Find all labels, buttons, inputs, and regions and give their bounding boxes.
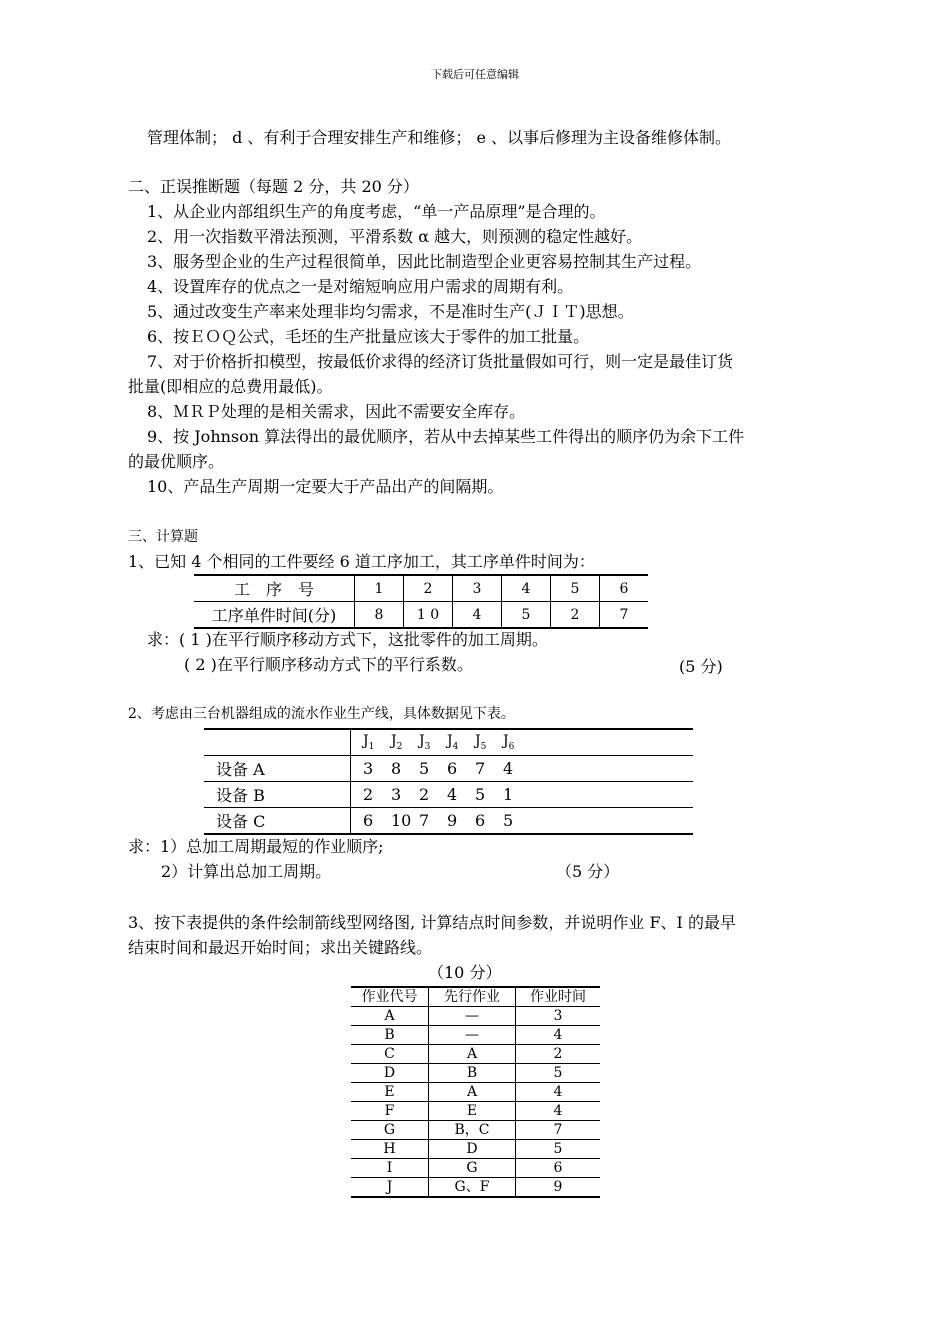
q3-cell: E [429,1102,516,1121]
q3-cell: 4 [516,1102,601,1121]
q2-row-values: 2 3 2 4 5 1 [351,782,694,808]
q3-cell: 9 [516,1178,601,1198]
q2-job-header: $J_3$ [419,733,431,752]
judge-item-4: 4、设置库存的优点之一是对缩短响应用户需求的周期有利。 [147,277,574,296]
judge-item-7-cont: 批量(即相应的总费用最低)。 [128,377,333,396]
judge-item-1: 1、从企业内部组织生产的角度考虑，“单一产品原理”是合理的。 [147,202,606,221]
table-row [351,1007,600,1026]
q3-header-code: 作业代号 [351,987,429,1007]
table-row [351,1159,600,1178]
q1-cell: 7 [600,602,649,629]
q2-ask-2: 2）计算出总加工周期。 [161,862,332,881]
q2-row-machine-a [204,756,693,782]
q3-cell: A [429,1045,516,1064]
judge-item-10: 10、产品生产周期一定要大于产品出产的间隔期。 [147,477,504,496]
table-row [351,1026,600,1045]
judge-item-9-cont: 的最优顺序。 [128,452,225,471]
q3-cell: 4 [516,1083,601,1102]
q2-job-header: $J_6$ [503,733,515,752]
judge-item-3: 3、服务型企业的生产过程很简单，因此比制造型企业更容易控制其生产过程。 [147,252,702,271]
q3-cell: H [351,1140,429,1159]
q1-cell: 8 [355,602,404,629]
q3-intro-2: 结束时间和最迟开始时间；求出关键路线。 [128,938,433,957]
q3-cell: A [351,1007,429,1026]
q2-row-values: 6 10 7 9 6 5 [351,808,694,835]
q1-row1-label: 工 序 号 [194,575,355,602]
q3-activity-table [351,986,600,1198]
q2-row-label: 设备 A [204,756,351,782]
q3-header-predecessor: 先行作业 [429,987,516,1007]
section2-title: 二、正误推断题（每题 2 分，共 20 分） [128,177,419,196]
q1-cell: 4 [502,575,551,602]
q2-job-header: $J_4$ [447,733,459,752]
q3-cell: B，C [429,1121,516,1140]
q3-cell: 6 [516,1159,601,1178]
q1-process-table [194,574,648,629]
q3-header-row [351,987,600,1007]
q2-intro: 2、考虑由三台机器组成的流水作业生产线，具体数据见下表。 [128,706,515,722]
q1-row-process-number [194,575,648,602]
q3-cell: 4 [516,1026,601,1045]
q3-cell: I [351,1159,429,1178]
table-row [351,1121,600,1140]
q2-job-header: $J_5$ [475,733,487,752]
q1-cell: 4 [453,602,502,629]
q1-cell: 2 [551,602,600,629]
q3-cell: J [351,1178,429,1198]
q1-row-unit-time [194,602,648,629]
table-row [351,1140,600,1159]
q3-cell: B [429,1064,516,1083]
judge-item-5: 5、通过改变生产率来处理非均匀需求，不是准时生产(ＪＩＴ)思想。 [147,302,634,321]
q1-ask-1: 求：( 1 )在平行顺序移动方式下，这批零件的加工周期。 [147,630,548,649]
q3-cell: — [429,1026,516,1045]
continued-line: 管理体制； d 、有利于合理安排生产和维修； e 、以事后修理为主设备维修体制。 [147,128,732,147]
q1-cell: 5 [502,602,551,629]
q2-ask-1: 求：1）总加工周期最短的作业顺序; [128,837,384,856]
q2-header-blank [204,729,351,756]
q2-row-machine-c [204,808,693,835]
q3-cell: G [351,1121,429,1140]
q1-cell: 2 [404,575,453,602]
table-row [351,1102,600,1121]
q3-cell: G、F [429,1178,516,1198]
judge-item-2: 2、用一次指数平滑法预测，平滑系数 α 越大，则预测的稳定性越好。 [147,227,643,246]
page-header: 下载后可任意编辑 [431,68,519,81]
q2-job-header: $J_1$ [363,733,375,752]
q1-intro: 1、已知 4 个相同的工件要经 6 道工序加工，其工序单件时间为： [128,552,595,571]
q1-cell: 1 [355,575,404,602]
q3-cell: 7 [516,1121,601,1140]
q3-cell: B [351,1026,429,1045]
judge-item-8: 8、ＭＲＰ处理的是相关需求，因此不需要安全库存。 [147,402,526,421]
q3-cell: 5 [516,1140,601,1159]
q2-row-label: 设备 C [204,808,351,835]
q2-score: （5 分） [556,862,620,881]
judge-item-7: 7、对于价格折扣模型，按最低价求得的经济订货批量假如可行，则一定是最佳订货 [147,352,734,371]
q2-job-header: $J_2$ [391,733,403,752]
q2-row-values: 3 8 5 6 7 4 [351,756,694,782]
q3-cell: D [351,1064,429,1083]
table-row [351,1178,600,1198]
q1-score: (5 分) [679,657,723,676]
q3-cell: 3 [516,1007,601,1026]
judge-item-9: 9、按 Johnson 算法得出的最优顺序，若从中去掉某些工件得出的顺序仍为余下工件 [147,427,745,446]
q2-header-row [204,729,693,756]
section3-title: 三、计算题 [128,529,198,545]
table-row [351,1064,600,1083]
q2-machine-table [204,728,693,835]
q2-job-headers [351,729,694,756]
table-row [351,1083,600,1102]
q2-row-label: 设备 B [204,782,351,808]
q3-header-duration: 作业时间 [516,987,601,1007]
q3-cell: 5 [516,1064,601,1083]
q3-cell: E [351,1083,429,1102]
q1-cell: 5 [551,575,600,602]
q3-cell: C [351,1045,429,1064]
q2-row-machine-b [204,782,693,808]
q1-cell: 6 [600,575,649,602]
q3-cell: D [429,1140,516,1159]
q3-cell: G [429,1159,516,1178]
q3-cell: A [429,1083,516,1102]
q1-cell: 1 0 [404,602,453,629]
q3-cell: 2 [516,1045,601,1064]
q1-ask-2: ( 2 )在平行顺序移动方式下的平行系数。 [184,655,473,674]
q1-cell: 3 [453,575,502,602]
q3-score: （10 分） [428,963,502,982]
q1-row2-label: 工序单件时间(分) [194,602,355,629]
q3-intro-1: 3、按下表提供的条件绘制箭线型网络图, 计算结点时间参数，并说明作业 F、I 的最早 [128,913,736,932]
judge-item-6: 6、按ＥＯＱ公式，毛坯的生产批量应该大于零件的加工批量。 [147,327,590,346]
q3-cell: — [429,1007,516,1026]
table-row [351,1045,600,1064]
q3-cell: F [351,1102,429,1121]
